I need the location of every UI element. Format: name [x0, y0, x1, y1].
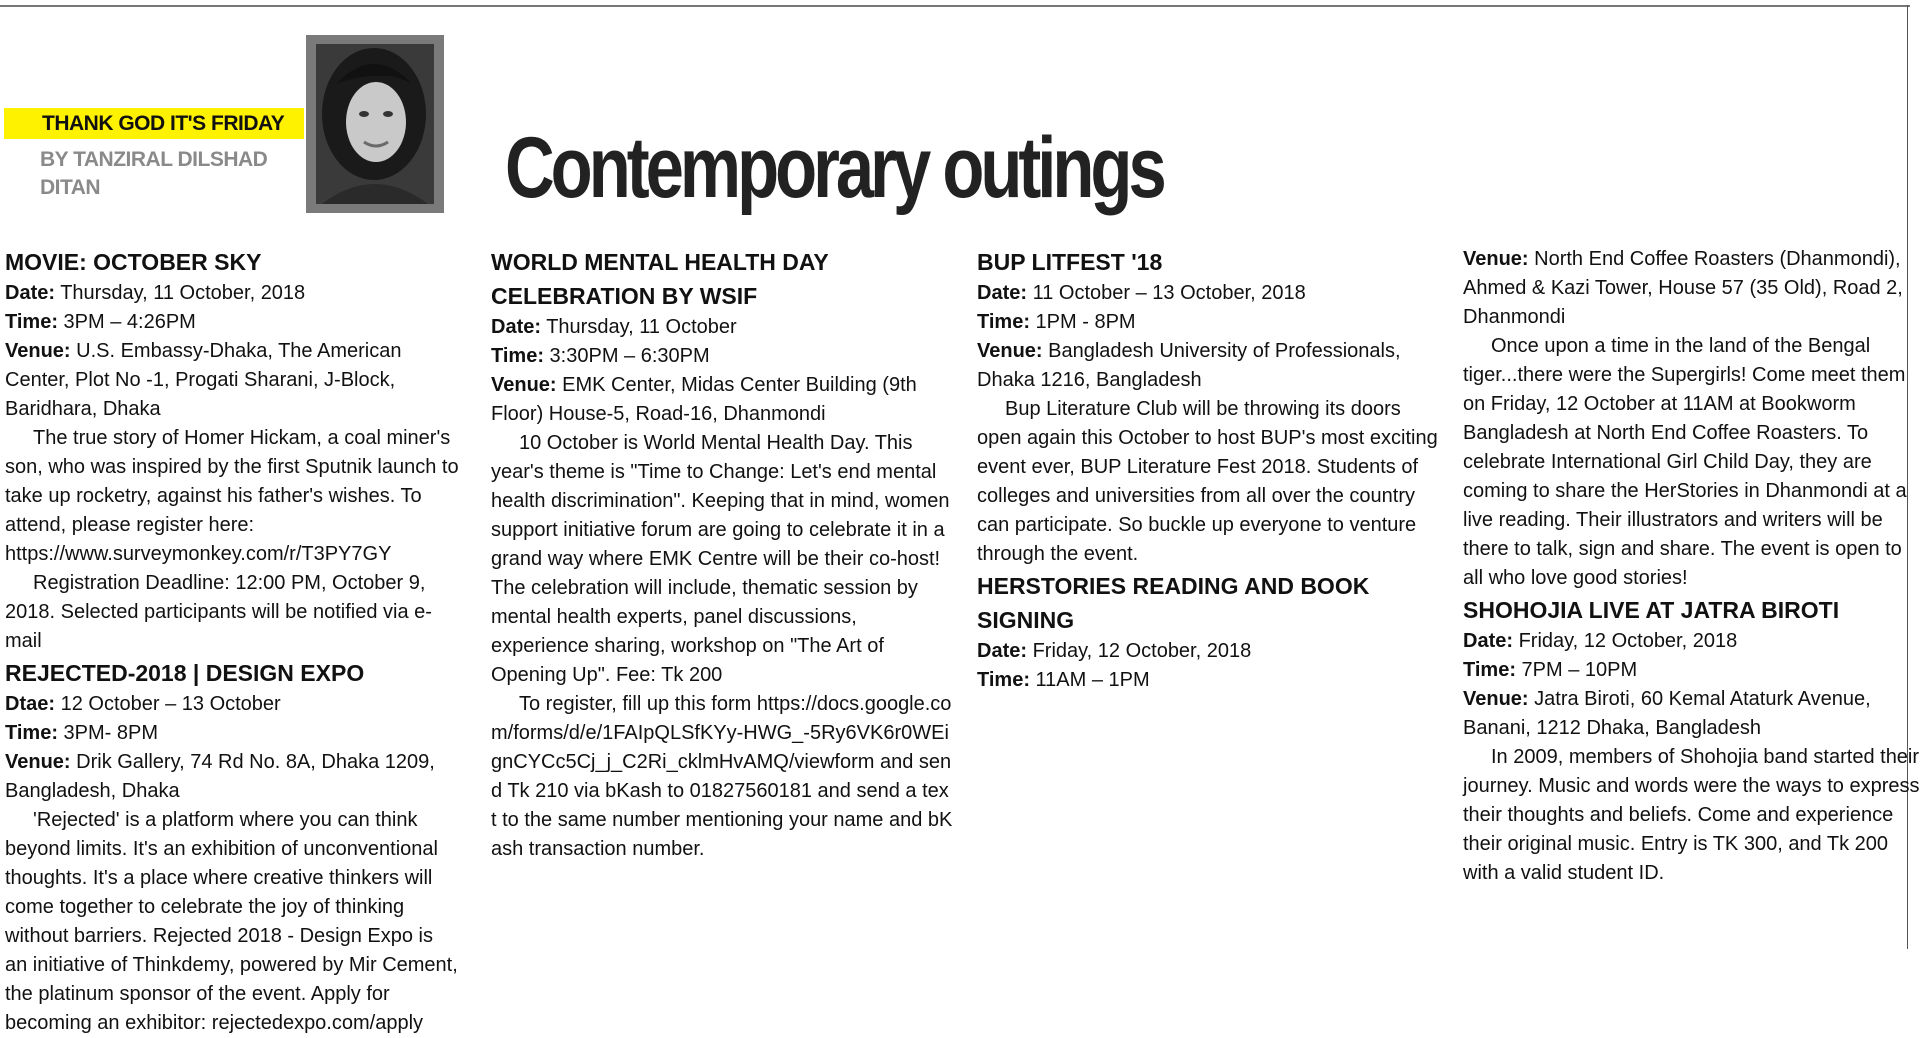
event-time: Time: 7PM – 10PM: [1463, 659, 1638, 681]
event-body: 'Rejected' is a platform where you can think beyond limits. It's an exhibition of unconventional thoughts. It's a place where creative thinkers will come together to celebrate the joy of thinking without barriers. Rejected 2018 - Design Expo is an initiative of Thinkdemy, powered by Mir Cement, the platinum sponsor of the event. Apply for becoming an exhibitor: rejectedexpo.com/apply: [5, 809, 458, 1034]
event-venue: Venue: North End Coffee Roasters (Dhanmondi), Ahmed & Kazi Tower, House 57 (35 Old), Road 2, Dhanmondi: [1463, 248, 1903, 328]
event-body: 10 October is World Mental Health Day. This year's theme is "Time to Change: Let's end mental health discrimination". Keeping that in mind, women support initiative forum are going to celebrate it in a grand way where EMK Centre will be their co-host! The celebration will include, thematic session by mental health experts, panel discussions, experience sharing, workshop on "The Art of Opening Up". Fee: Tk 200: [491, 432, 950, 686]
event-venue: Venue: U.S. Embassy-Dhaka, The American Center, Plot No -1, Progati Sharani, J-Block, Baridhara, Dhaka: [5, 340, 402, 420]
author-portrait-image: [316, 44, 434, 204]
event-time: Time: 1PM - 8PM: [977, 311, 1136, 333]
event-time: Time: 3:30PM – 6:30PM: [491, 345, 710, 367]
column-2: [491, 245, 953, 864]
section-kicker: [4, 108, 304, 139]
event-time: Time: 3PM – 4:26PM: [5, 311, 196, 333]
event-title: WORLD MENTAL HEALTH DAY CELEBRATION BY WSIF: [491, 249, 829, 309]
event-body: The true story of Homer Hickam, a coal miner's son, who was inspired by the first Sputnik launch to take up rocketry, against his father's wishes. To attend, please register here: https://www.surveymonkey.com/r/T3PY7GY: [5, 427, 459, 565]
event-title: BUP LITFEST '18: [977, 249, 1163, 275]
event-date: Date: Thursday, 11 October, 2018: [5, 282, 306, 304]
event-time: Time: 3PM- 8PM: [5, 722, 159, 744]
column-1: [5, 245, 460, 1038]
event-body: Registration Deadline: 12:00 PM, October 9, 2018. Selected participants will be notified via e-mail: [5, 572, 432, 652]
event-title: REJECTED-2018 | DESIGN EXPO: [5, 660, 365, 686]
top-rule: [0, 5, 1910, 7]
event-date: Date: Thursday, 11 October: [491, 316, 737, 338]
event-body: Bup Literature Club will be throwing its doors open again this October to host BUP's most exciting event ever, BUP Literature Fest 2018. Students of colleges and universities from all over the country can participate. So buckle up everyone to venture through the event.: [977, 398, 1438, 565]
headline: Contemporary outings: [505, 120, 1163, 216]
column-3: [977, 245, 1439, 695]
event-body: Once upon a time in the land of the Bengal tiger...there were the Supergirls! Come meet them on Friday, 12 October at 11AM at Bookworm Bangladesh at North End Coffee Roasters. To celebrate International Girl Child Day, they are coming to share the HerStories in Dhanmondi at a live reading. Their illustrators and writers will be there to talk, sign and share. The event is open to all who love good stories!: [1463, 335, 1907, 589]
event-venue: Venue: Jatra Biroti, 60 Kemal Ataturk Avenue, Banani, 1212 Dhaka, Bangladesh: [1463, 688, 1871, 739]
kicker-text: THANK GOD IT'S FRIDAY: [42, 112, 285, 135]
author-photo: [306, 35, 444, 213]
event-body: In 2009, members of Shohojia band started their journey. Music and words were the ways to express their thoughts and beliefs. Come and experience their original music. Entry is TK 300, and Tk 200 with a valid student ID.: [1463, 746, 1920, 884]
byline: BY TANZIRAL DILSHAD DITAN: [40, 148, 268, 199]
event-venue: Venue: EMK Center, Midas Center Building (9th Floor) House-5, Road-16, Dhanmondi: [491, 374, 917, 425]
event-venue: Venue: Drik Gallery, 74 Rd No. 8A, Dhaka 1209, Bangladesh, Dhaka: [5, 751, 435, 802]
event-date: Date: Friday, 12 October, 2018: [977, 640, 1252, 662]
event-date: Dtae: 12 October – 13 October: [5, 693, 281, 715]
event-title: MOVIE: OCTOBER SKY: [5, 249, 262, 275]
event-date: Date: 11 October – 13 October, 2018: [977, 282, 1306, 304]
event-body: To register, fill up this form https://docs.google.com/forms/d/e/1FAIpQLSfKYy-HWG_-5Ry6VK6r0WEignCYCc5Cj_j_C2Ri_cklmHvAMQ/viewform and send Tk 210 via bKash to 01827560181 and send a text to the same number mentioning your name and bKash transaction number.: [491, 693, 953, 860]
event-date: Date: Friday, 12 October, 2018: [1463, 630, 1738, 652]
event-venue: Venue: Bangladesh University of Professionals, Dhaka 1216, Bangladesh: [977, 340, 1401, 391]
event-title: HERSTORIES READING AND BOOK SIGNING: [977, 573, 1370, 633]
column-4: [1463, 245, 1925, 888]
event-title: SHOHOJIA LIVE AT JATRA BIROTI: [1463, 597, 1840, 623]
event-time: Time: 11AM – 1PM: [977, 669, 1150, 691]
